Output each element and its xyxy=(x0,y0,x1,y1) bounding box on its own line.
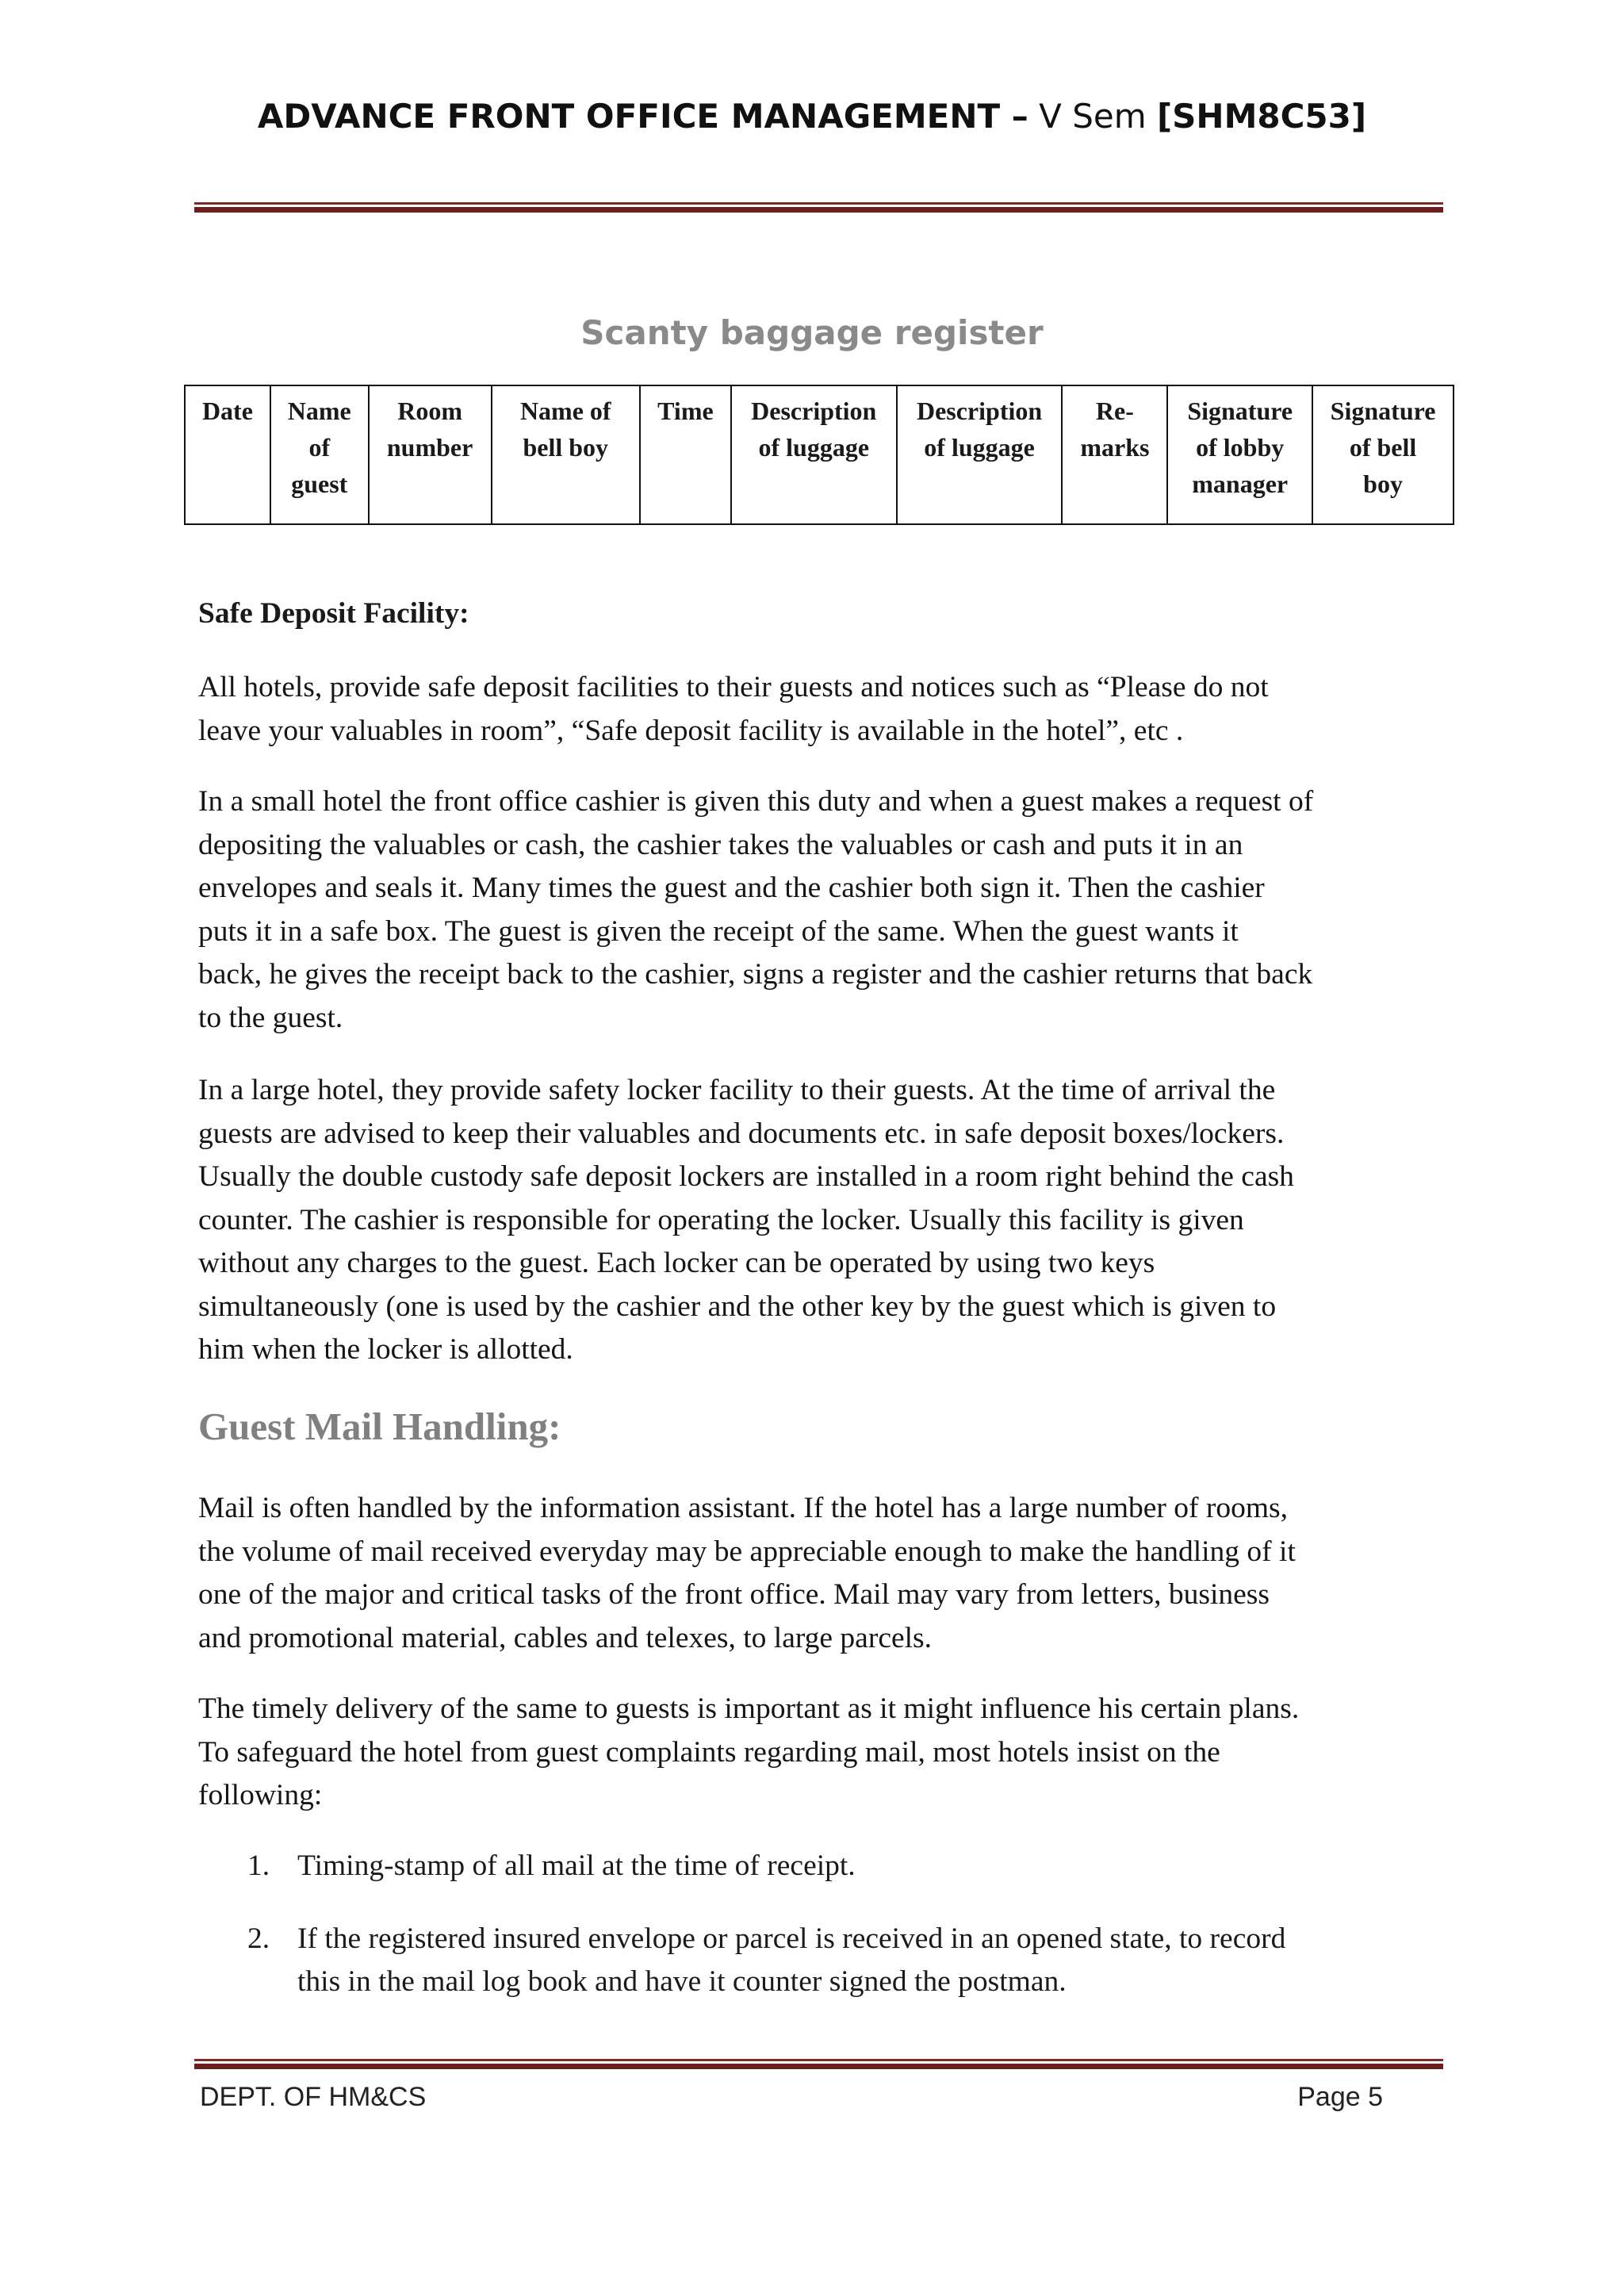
mail-paragraph-1: Mail is often handled by the information assistant. If the hotel has a large number of rooms, the volume of mail received everyday may be appreciable enough to make the handling of it one of the major and critical tasks of the front office. Mail may vary from letters, business and promotional material, cables and telexes, to large parcels. xyxy=(198,1492,1296,1654)
footer-rule xyxy=(194,2059,1443,2069)
header-title-semester: V Sem xyxy=(1028,97,1157,136)
document-header xyxy=(0,97,1624,136)
safe-deposit-paragraph-2: In a small hotel the front office cashier is given this duty and when a guest makes a request of depositing the valuables or cash, the cashier takes the valuables or cash and puts it in an envelopes and seals it. Many times the guest and the cashier both sign it. Then the cashier puts it in a safe box. The guest is given the receipt of the same. When the guest wants it back, he gives the receipt back to the cashier, signs a register and the cashier returns that back to the guest. xyxy=(198,785,1314,1034)
footer-page-number: Page 5 xyxy=(1297,2082,1383,2112)
col-luggage-description-1: Description of luggage xyxy=(731,385,897,524)
col-bell-boy-name: Name of bell boy xyxy=(492,385,640,524)
mail-policy-list xyxy=(198,1845,1451,2004)
col-guest-name: Name of guest xyxy=(270,385,369,524)
mail-paragraph-2: The timely delivery of the same to guests is important as it might influence his certain plans. To safeguard the hotel from guest complaints regarding mail, most hotels insist on the following: xyxy=(198,1692,1300,1811)
col-room-number: Room number xyxy=(369,385,492,524)
list-item-number: 1. xyxy=(247,1849,270,1882)
list-item-text: Timing-stamp of all mail at the time of receipt. xyxy=(297,1849,856,1882)
table-header-row xyxy=(185,385,1454,524)
list-item-number: 2. xyxy=(247,1922,270,1955)
safe-deposit-heading: Safe Deposit Facility: xyxy=(198,597,469,630)
scanty-baggage-register-table xyxy=(184,385,1454,525)
col-remarks: Re- marks xyxy=(1062,385,1167,524)
col-lobby-manager-signature: Signature of lobby manager xyxy=(1167,385,1312,524)
safe-deposit-paragraph-3: In a large hotel, they provide safety locker facility to their guests. At the time of arrival the guests are advised to keep their valuables and documents etc. in safe deposit boxes/lockers. Usually the double custody safe deposit lockers are installed in a room right behind the cash counter. The cashier is responsible for operating the locker. Usually this facility is given without any charges to the guest. Each locker can be operated by using two keys simultaneously (one is used by the cashier and the other key by the guest which is given to him when the locker is allotted. xyxy=(198,1074,1294,1366)
header-rule xyxy=(194,202,1443,213)
list-item xyxy=(198,1845,1451,1888)
col-date: Date xyxy=(185,385,270,524)
list-item-text: this in the mail log book and have it counter signed the postman. xyxy=(297,1965,1067,1998)
header-title-bold: ADVANCE FRONT OFFICE MANAGEMENT – xyxy=(257,97,1028,136)
col-time: Time xyxy=(640,385,731,524)
col-luggage-description-2: Description of luggage xyxy=(897,385,1063,524)
list-item xyxy=(198,1918,1451,2004)
header-course-code: [SHM8C53] xyxy=(1156,97,1367,136)
col-bell-boy-signature: Signature of bell boy xyxy=(1312,385,1454,524)
safe-deposit-paragraph-1: All hotels, provide safe deposit facilities to their guests and notices such as “Please do not leave your valuables in room”, “Safe deposit facility is available in the hotel”, etc . xyxy=(198,671,1269,747)
list-item-text: If the registered insured envelope or parcel is received in an opened state, to record xyxy=(297,1922,1286,1955)
register-title: Scanty baggage register xyxy=(580,313,1044,352)
footer-department: DEPT. OF HM&CS xyxy=(200,2082,427,2112)
guest-mail-heading: Guest Mail Handling: xyxy=(198,1405,561,1448)
